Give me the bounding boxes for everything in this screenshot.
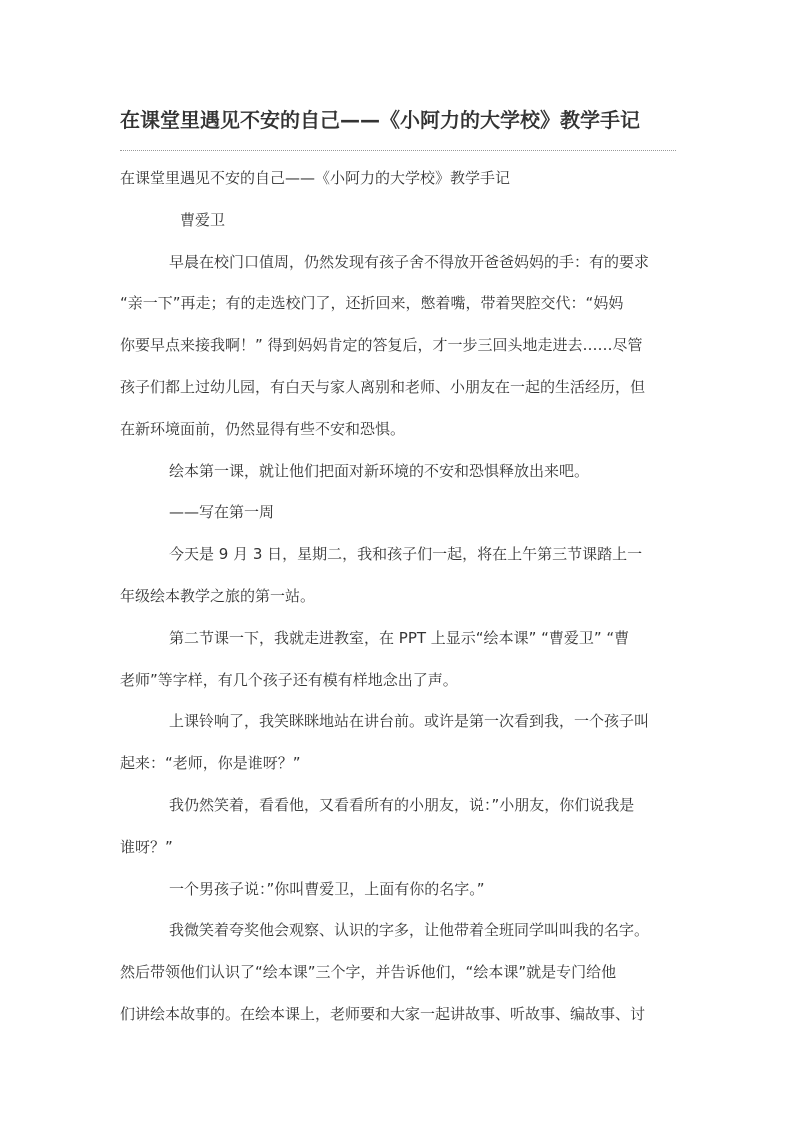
article-subtitle: 在课堂里遇见不安的自己——《小阿力的大学校》教学手记 — [120, 169, 511, 187]
body-line: 然后带领他们认识了“绘本课”三个字，并告诉他们，“绘本课”就是专门给他 — [120, 963, 617, 982]
body-line: 我仍然笑着，看看他，又看看所有的小朋友，说：”小朋友，你们说我是 — [169, 795, 635, 814]
body-line: 谁呀？” — [120, 837, 173, 856]
body-line: 绘本第一课，就让他们把面对新环境的不安和恐惧释放出来吧。 — [169, 461, 590, 480]
article-body — [120, 158, 686, 1036]
body-line: 一个男孩子说：”你叫曹爱卫，上面有你的名字。” — [169, 879, 485, 898]
body-line: 起来：“老师，你是谁呀？” — [120, 754, 301, 773]
body-line: “亲一下”再走；有的走选校门了，还折回来，憋着嘴，带着哭腔交代：“妈妈 — [120, 294, 624, 313]
body-line: 老师”等字样，有几个孩子还有模有样地念出了声。 — [120, 670, 458, 689]
body-line: 早晨在校门口值周，仍然发现有孩子舍不得放开爸爸妈妈的手：有的要求 — [169, 252, 650, 271]
body-line: 上课铃响了，我笑眯眯地站在讲台前。或许是第一次看到我，一个孩子叫 — [169, 712, 650, 731]
body-line: 今天是 9 月 3 日，星期二，我和孩子们一起，将在上午第三节课踏上一 — [169, 545, 643, 564]
document-title: 在课堂里遇见不安的自己——《小阿力的大学校》教学手记 — [120, 108, 640, 132]
body-line: 们讲绘本故事的。在绘本课上，老师要和大家一起讲故事、听故事、编故事、讨 — [120, 1004, 646, 1023]
body-line: 你要早点来接我啊！” 得到妈妈肯定的答复后，才一步三回头地走进去……尽管 — [120, 336, 643, 355]
body-line: 孩子们都上过幼儿园，有白天与家人离别和老师、小朋友在一起的生活经历，但 — [120, 377, 646, 396]
author-name: 曹爱卫 — [180, 210, 226, 229]
title-divider — [120, 150, 676, 151]
body-line: 我微笑着夸奖他会观察、认识的字多，让他带着全班同学叫叫我的名字。 — [169, 921, 650, 940]
body-line: ——写在第一周 — [169, 503, 275, 522]
body-line: 在新环境面前，仍然显得有些不安和恐惧。 — [120, 419, 406, 438]
body-line: 第二节课一下，我就走进教室，在 PPT 上显示“绘本课” “曹爱卫” “曹 — [169, 628, 630, 647]
body-line: 年级绘本教学之旅的第一站。 — [120, 586, 316, 605]
